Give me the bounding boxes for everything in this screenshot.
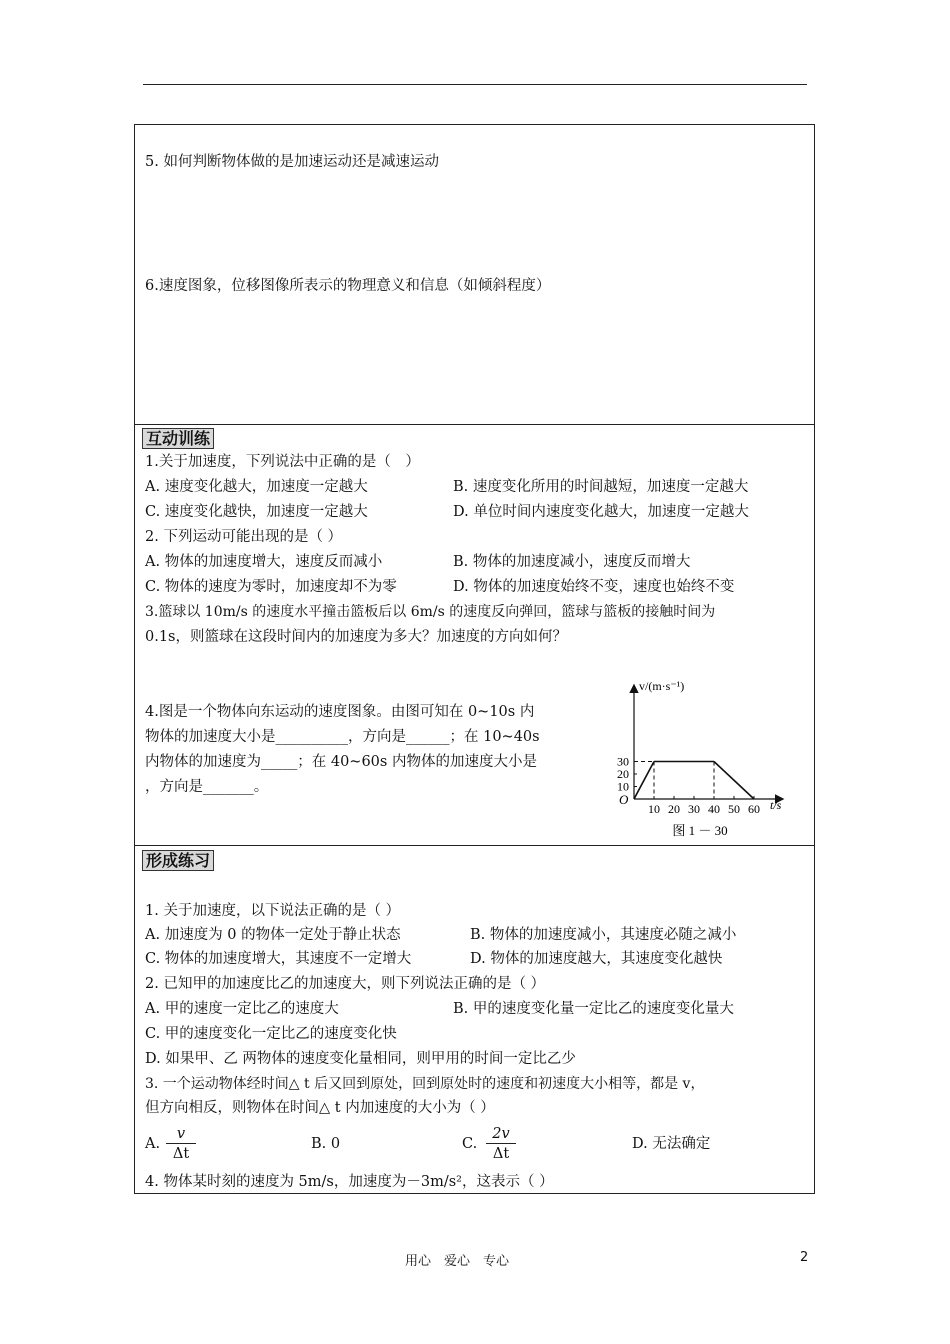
y-tick-label: 30 <box>617 754 629 769</box>
s2-q1-option-a: A. 加速度为 0 的物体一定处于静止状态 <box>145 927 401 943</box>
s2-q2-option-c: C. 甲的速度变化一定比乙的速度变化快 <box>145 1026 397 1042</box>
velocity-segment <box>714 762 754 800</box>
s1-q1-stem: 1.关于加速度，下列说法中正确的是（ ） <box>145 454 420 470</box>
s1-q4-line-1: 4.图是一个物体向东运动的速度图象。由图可知在 0~10s 内 <box>145 704 535 720</box>
s1-q1-option-b: B. 速度变化所用的时间越短，加速度一定越大 <box>453 479 749 495</box>
header-rule <box>143 84 807 85</box>
section-title-interactive: 互动训练 <box>142 428 214 449</box>
s2-q1-option-c: C. 物体的加速度增大，其速度不一定增大 <box>145 951 412 967</box>
s2-q3-line-2: 但方向相反，则物体在时间△ t 内加速度的大小为（ ） <box>145 1100 495 1116</box>
s2-q1-option-b: B. 物体的加速度减小，其速度必随之减小 <box>470 927 737 943</box>
x-tick-label: 50 <box>728 802 740 816</box>
fraction-denominator: Δt <box>172 1146 190 1162</box>
question-6: 6.速度图象，位移图像所表示的物理意义和信息（如倾斜程度） <box>145 278 551 294</box>
s1-q2-option-c: C. 物体的速度为零时，加速度却不为零 <box>145 579 397 595</box>
s1-q2-option-b: B. 物体的加速度减小，速度反而增大 <box>453 554 691 570</box>
s1-q1-option-a: A. 速度变化越大，加速度一定越大 <box>145 479 368 495</box>
fraction-numerator: v <box>166 1125 196 1144</box>
s1-q2-option-d: D. 物体的加速度始终不变，速度也始终不变 <box>453 579 735 595</box>
page-number: 2 <box>800 1250 809 1265</box>
s1-q3-line-2: 0.1s，则篮球在这段时间内的加速度为多大？加速度的方向如何？ <box>145 629 567 645</box>
velocity-segment <box>634 762 654 800</box>
y-tick-label: 20 <box>617 767 629 781</box>
s2-q2-option-a: A. 甲的速度一定比乙的速度大 <box>145 1001 339 1017</box>
s2-q4-stem: 4. 物体某时刻的速度为 5m/s，加速度为－3m/s²，这表示（ ） <box>145 1174 554 1190</box>
x-tick-label: 60 <box>748 802 760 816</box>
s2-q3-option-b: B. 0 <box>311 1136 341 1152</box>
fraction-numerator: 2v <box>486 1125 516 1144</box>
x-axis-label: t/s <box>770 798 782 812</box>
y-tick-label: 10 <box>617 779 629 794</box>
s2-q3-option-d: D. 无法确定 <box>632 1136 711 1152</box>
question-5: 5. 如何判断物体做的是加速运动还是减速运动 <box>145 154 439 170</box>
y-axis-label: v/(m·s⁻¹) <box>639 679 685 693</box>
velocity-time-chart <box>600 672 800 842</box>
s2-q1-stem: 1. 关于加速度，以下说法正确的是（ ） <box>145 903 401 919</box>
s2-q3-option-a-fraction <box>166 1125 196 1164</box>
section-title-practice: 形成练习 <box>142 850 214 871</box>
fraction-denominator: Δt <box>492 1146 510 1162</box>
x-tick-label: 40 <box>708 802 720 816</box>
s2-q3-option-c-fraction <box>486 1125 516 1164</box>
footer-motto: 用心 爱心 专心 <box>405 1254 510 1269</box>
s1-q2-stem: 2. 下列运动可能出现的是（ ） <box>145 529 343 545</box>
s2-q3-option-a-label: A. <box>145 1136 161 1152</box>
figure-caption: 图 1 － 30 <box>672 823 728 838</box>
s1-q4-line-3: 内物体的加速度为_____；在 40~60s 内物体的加速度大小是 <box>145 754 537 770</box>
x-tick-label: 30 <box>688 802 700 816</box>
s1-q4-line-2: 物体的加速度大小是__________，方向是______；在 10~40s <box>145 729 540 745</box>
x-tick-label: 20 <box>668 802 680 816</box>
origin-label: O <box>619 792 629 807</box>
s2-q1-option-d: D. 物体的加速度越大，其速度变化越快 <box>470 951 723 967</box>
s1-q1-option-c: C. 速度变化越快，加速度一定越大 <box>145 504 368 520</box>
x-tick-label: 10 <box>648 802 660 816</box>
section-divider-2 <box>134 845 815 846</box>
s1-q4-line-4: ，方向是_______。 <box>145 779 269 795</box>
section-divider-1 <box>134 424 815 425</box>
s2-q2-option-b: B. 甲的速度变化量一定比乙的速度变化量大 <box>453 1001 734 1017</box>
s2-q2-option-d: D. 如果甲、乙 两物体的速度变化量相同，则甲用的时间一定比乙少 <box>145 1051 576 1067</box>
s2-q3-line-1: 3. 一个运动物体经时间△ t 后又回到原处，回到原处时的速度和初速度大小相等，都是 v， <box>145 1076 705 1092</box>
s1-q3-line-1: 3.篮球以 10m/s 的速度水平撞击篮板后以 6m/s 的速度反向弹回，篮球与篮板的接触时间为 <box>145 604 716 620</box>
s2-q3-option-c-label: C. <box>462 1136 478 1152</box>
s1-q2-option-a: A. 物体的加速度增大，速度反而减小 <box>145 554 383 570</box>
s1-q1-option-d: D. 单位时间内速度变化越大，加速度一定越大 <box>453 504 749 520</box>
s2-q2-stem: 2. 已知甲的加速度比乙的加速度大，则下列说法正确的是（ ） <box>145 976 546 992</box>
